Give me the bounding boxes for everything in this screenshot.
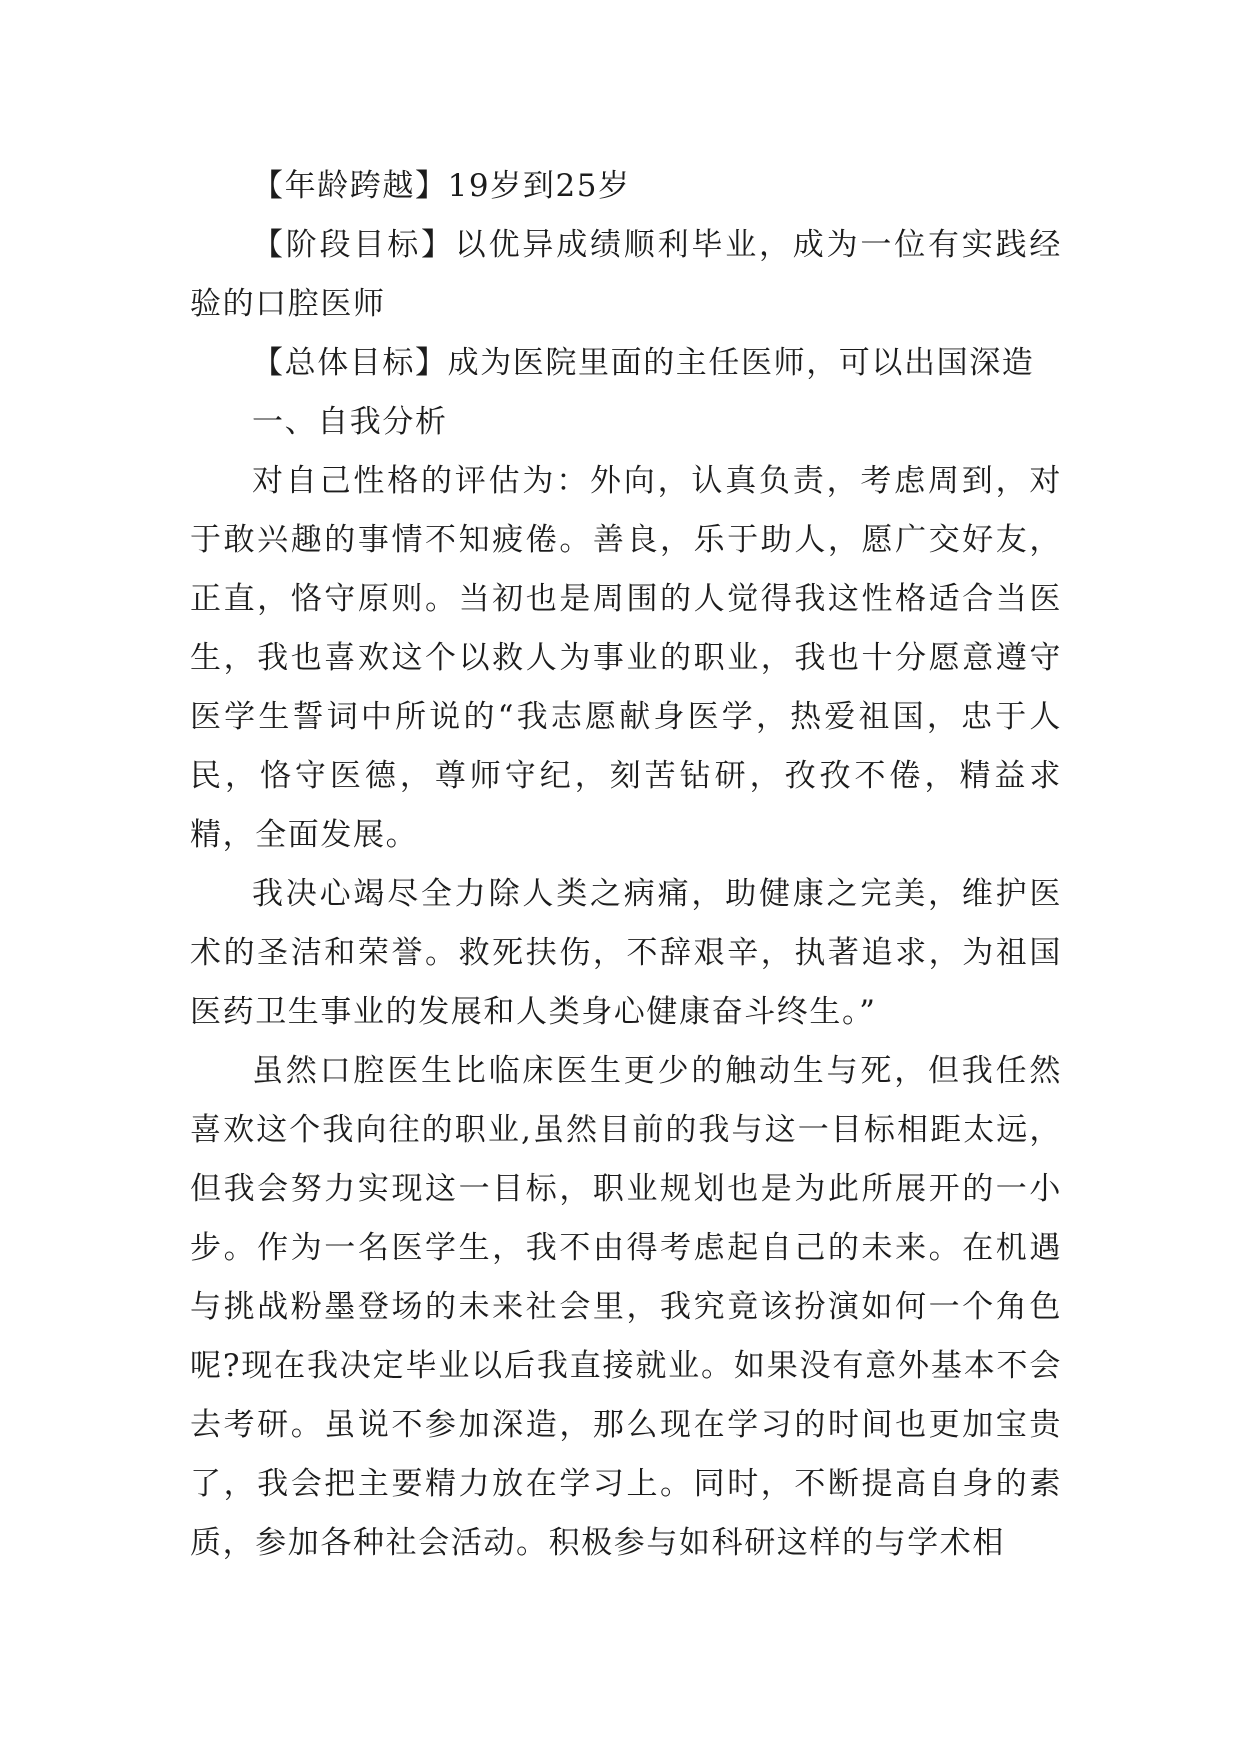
personality-assessment-paragraph: 对自己性格的评估为：外向，认真负责，考虑周到，对于敢兴趣的事情不知疲倦。善良，乐于助人，愿广交好友，正直，恪守原则。当初也是周围的人觉得我这性格适合当医生，我也喜欢这个以救人为事业的职业，我也十分愿意遵守医学生誓词中所说的“我志愿献身医学，热爱祖国，忠于人民，恪守医德，尊师守纪，刻苦钻研，孜孜不倦，精益求精，全面发展。 bbox=[190, 463, 1062, 853]
overall-goal-line: 【总体目标】成为医院里面的主任医师，可以出国深造 bbox=[252, 345, 1035, 381]
career-plan-paragraph: 虽然口腔医生比临床医生更少的触动生与死，但我任然喜欢这个我向往的职业,虽然目前的我与这一目标相距太远，但我会努力实现这一目标，职业规划也是为此所展开的一小步。作为一名医学生，我不由得考虑起自己的未来。在机遇与挑战粉墨登场的未来社会里，我究竟该扮演如何一个角色呢?现在我决定毕业以后我直接就业。如果没有意外基本不会去考研。虽说不参加深造，那么现在学习的时间也更加宝贵了，我会把主要精力放在学习上。同时，不断提高自身的素质，参加各种社会活动。积极参与如科研这样的与学术相 bbox=[190, 1053, 1062, 1561]
age-range-line: 【年龄跨越】19岁到25岁 bbox=[252, 168, 631, 204]
stage-goal-paragraph: 【阶段目标】以优异成绩顺利毕业，成为一位有实践经验的口腔医师 bbox=[190, 227, 1062, 322]
oath-continuation-paragraph: 我决心竭尽全力除人类之病痛，助健康之完美，维护医术的圣洁和荣誉。救死扶伤，不辞艰辛，执著追求，为祖国医药卫生事业的发展和人类身心健康奋斗终生。” bbox=[190, 876, 1062, 1030]
section-heading-self-analysis: 一、自我分析 bbox=[252, 404, 448, 440]
document-body bbox=[190, 157, 1062, 1573]
